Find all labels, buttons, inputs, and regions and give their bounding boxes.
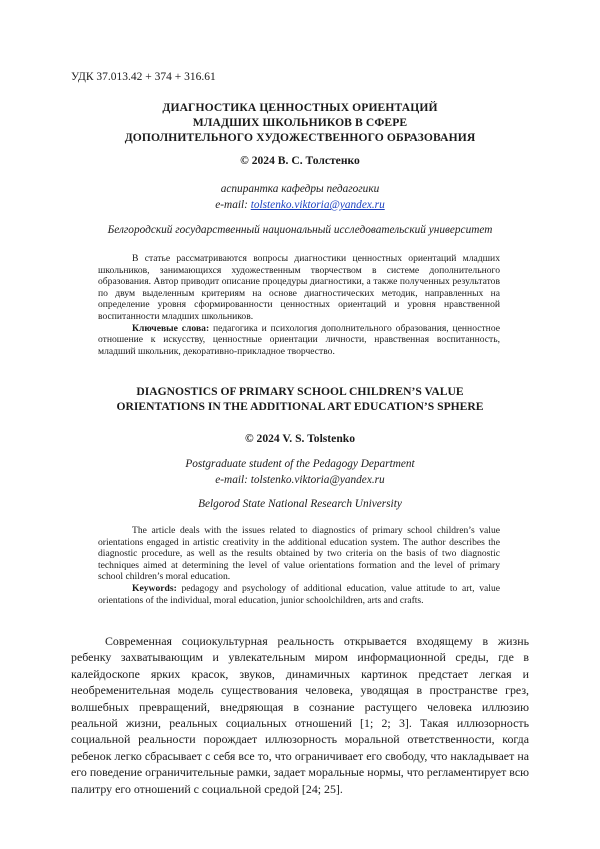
title-ru xyxy=(80,100,520,145)
keywords-en-label: Keywords: xyxy=(132,582,177,594)
affiliation-en xyxy=(80,456,520,488)
title-ru-line-3: ДОПОЛНИТЕЛЬНОГО ХУДОЖЕСТВЕННОГО ОБРАЗОВАНИЯ xyxy=(124,131,476,144)
keywords-en xyxy=(98,583,500,606)
position-en: Postgraduate student of the Pedagogy Department xyxy=(185,458,415,470)
keywords-ru xyxy=(98,323,500,358)
abstract-ru xyxy=(98,253,500,357)
title-en xyxy=(60,384,540,414)
keywords-en-text: pedagogy and psychology of additional education, value attitude to art, value orientations of the individual, moral education, junior schoolchildren, arts and crafts. xyxy=(98,582,500,606)
body-text xyxy=(71,633,529,797)
body-paragraph: Современная социокультурная реальность открывается входящему в жизнь ребенку захватывающим и увлекательным миром информационной среды, где в калейдоскопе ярких красок, звуков, динамичных картинок предстает легкая и необременительная модель существования человека, уводящая в пространстве грез, волшебных превращений, внедряющая в сознание растущего человека иллюзию реальной жизни, реальных социальных отношений [1; 2; 3]. Такая иллюзорность социальной реальности порождает иллюзорность моральной ответственности, когда ребенок легко сбрасывает с себя все то, что ограничивает его свободу, что накладывает на его поведение ограничительные рамки, задает моральные нормы, что регламентирует всю палитру его отношений с социальной средой [24; 25]. xyxy=(71,634,529,796)
university-en: Belgorod State National Research University xyxy=(198,498,402,510)
title-en-line-2: ORIENTATIONS IN THE ADDITIONAL ART EDUCATION’S SPHERE xyxy=(116,400,484,413)
email-label-ru: e-mail: xyxy=(215,199,251,211)
udk-code: УДК 37.013.42 + 374 + 316.61 xyxy=(71,71,216,83)
abstract-en-text: The article deals with the issues related to diagnostics of primary school children’s value orientations engaged in artistic creativity in the additional education system. The author describes the diagnostic procedure, as well as the results obtained by two criteria on the basis of two diagnostic techniques aimed at determining the level of value orientations formation and the level of primary school children’s moral education. xyxy=(98,525,500,583)
email-line-ru xyxy=(80,197,520,213)
university-ru: Белгородский государственный национальный исследовательский университет xyxy=(107,224,493,236)
position-ru: аспирантка кафедры педагогики xyxy=(220,183,380,195)
abstract-ru-text: В статье рассматриваются вопросы диагностики ценностных ориентаций младших школьников, занимающихся художественным творчеством в системе дополнительного образования. Автор приводит описание процедуры диагностики, а также полученных результатов по двум выделенным критериям на основе диагностических методик, направленных на определение уровня сформированности ценностных ориентаций и уровня нравственной воспитанности младших школьников. xyxy=(98,253,500,322)
title-ru-line-1: ДИАГНОСТИКА ЦЕННОСТНЫХ ОРИЕНТАЦИЙ xyxy=(162,101,438,114)
author-en: © 2024 V. S. Tolstenko xyxy=(244,432,356,445)
abstract-en xyxy=(98,525,500,606)
email-line-en: e-mail: tolstenko.viktoria@yandex.ru xyxy=(215,474,385,486)
title-ru-line-2: МЛАДШИХ ШКОЛЬНИКОВ В СФЕРЕ xyxy=(192,116,408,129)
title-en-line-1: DIAGNOSTICS OF PRIMARY SCHOOL CHILDREN’S VALUE xyxy=(136,385,464,398)
affiliation-ru xyxy=(80,181,520,213)
email-link-ru[interactable]: tolstenko.viktoria@yandex.ru xyxy=(250,199,385,211)
keywords-ru-text: педагогика и психология дополнительного образования, ценностное отношение к искусству, ценностные ориентации личности, нравственная воспитанность, младший школьник, декоративно-прикладное творчество. xyxy=(98,322,500,357)
author-ru: © 2024 В. С. Толстенко xyxy=(240,154,360,167)
keywords-ru-label: Ключевые слова: xyxy=(132,322,210,334)
